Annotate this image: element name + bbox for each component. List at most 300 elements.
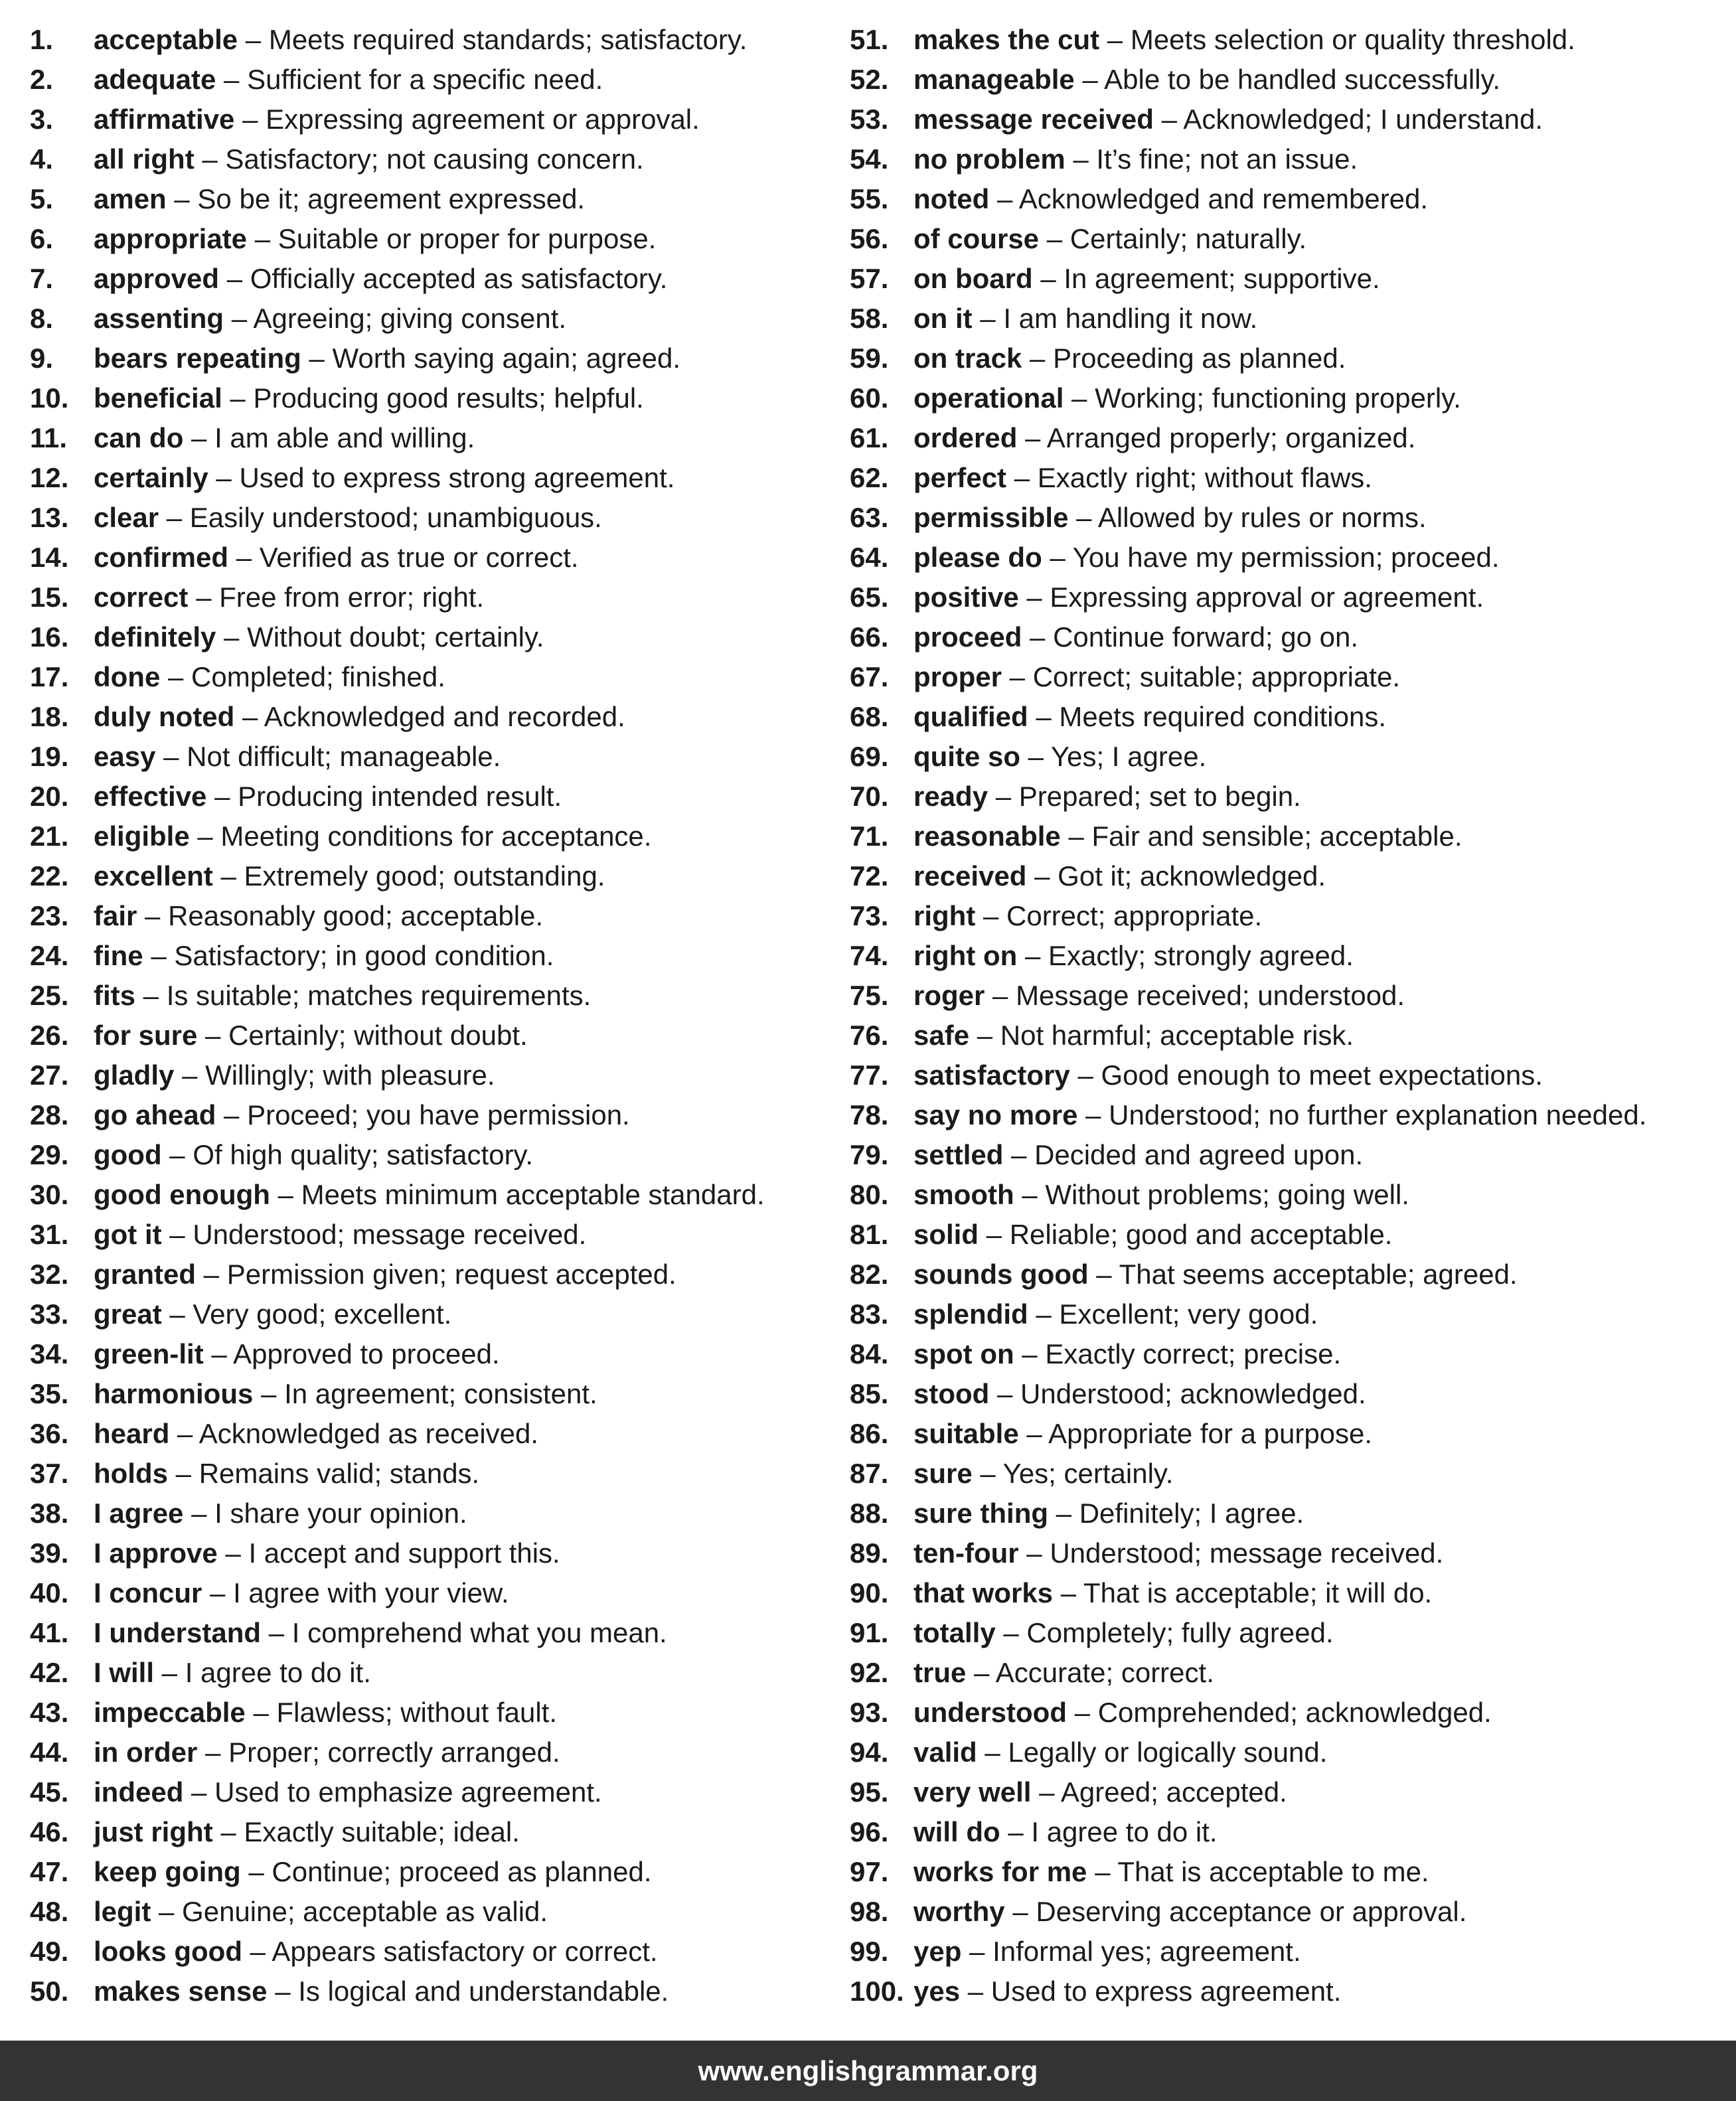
list-item xyxy=(30,1573,853,1613)
list-item xyxy=(30,1414,853,1454)
item-definition: Definitely; I agree. xyxy=(1079,1498,1304,1529)
item-term: fine xyxy=(94,940,143,971)
list-item xyxy=(30,1613,853,1653)
item-definition: Genuine; acceptable as valid. xyxy=(182,1896,548,1927)
list-item xyxy=(850,1613,1673,1653)
item-number: 87. xyxy=(850,1458,889,1489)
item-separator: – xyxy=(995,1617,1027,1648)
item-separator: – xyxy=(253,1378,285,1409)
item-definition: Expressing agreement or approval. xyxy=(266,104,700,135)
item-definition: Yes; I agree. xyxy=(1050,741,1207,772)
item-number: 11. xyxy=(30,422,68,453)
item-number: 93. xyxy=(850,1697,889,1728)
item-definition: It’s fine; not an issue. xyxy=(1096,143,1358,175)
item-number: 43. xyxy=(30,1697,69,1728)
list-item xyxy=(30,1972,853,2011)
item-definition: Correct; appropriate. xyxy=(1006,900,1263,931)
list-item xyxy=(850,697,1673,737)
item-definition: Flawless; without fault. xyxy=(276,1697,558,1728)
item-definition: Understood; message received. xyxy=(193,1219,587,1250)
item-number: 44. xyxy=(30,1737,69,1768)
item-definition: Used to emphasize agreement. xyxy=(214,1776,602,1808)
item-term: granted xyxy=(94,1259,197,1290)
item-term: can do xyxy=(94,422,184,453)
item-definition: Continue forward; go on. xyxy=(1053,621,1359,653)
item-definition: Meets selection or quality threshold. xyxy=(1130,24,1575,55)
item-number: 7. xyxy=(30,263,54,294)
item-term: assenting xyxy=(94,303,224,334)
item-number: 16. xyxy=(30,621,69,653)
item-separator: – xyxy=(1022,621,1054,653)
item-separator: – xyxy=(1074,64,1105,95)
item-separator: – xyxy=(183,422,215,453)
item-definition: Permission given; request accepted. xyxy=(226,1259,676,1290)
list-item xyxy=(850,936,1673,976)
list-item xyxy=(850,1653,1673,1693)
item-separator: – xyxy=(197,1020,229,1051)
item-number: 59. xyxy=(850,343,889,374)
item-term: on it xyxy=(913,303,973,334)
list-item xyxy=(850,1095,1673,1135)
item-separator: – xyxy=(1088,1259,1119,1290)
item-definition: Correct; suitable; appropriate. xyxy=(1032,661,1400,692)
item-term: got it xyxy=(94,1219,162,1250)
list-item xyxy=(30,1932,853,1972)
item-number: 74. xyxy=(850,940,889,971)
item-separator: – xyxy=(989,183,1019,214)
list-item xyxy=(850,896,1673,936)
item-separator: – xyxy=(1064,382,1095,414)
item-number: 91. xyxy=(850,1617,889,1648)
item-term: positive xyxy=(913,582,1019,613)
list-item xyxy=(850,458,1673,498)
list-item xyxy=(30,1215,853,1255)
item-number: 66. xyxy=(850,621,889,653)
item-definition: Meets required conditions. xyxy=(1059,701,1386,732)
item-number: 89. xyxy=(850,1537,889,1569)
list-item xyxy=(850,1135,1673,1175)
item-number: 50. xyxy=(30,1976,69,2007)
item-separator: – xyxy=(1003,1139,1035,1170)
item-definition: Producing good results; helpful. xyxy=(253,382,644,414)
item-separator: – xyxy=(169,1418,199,1449)
item-number: 51. xyxy=(850,24,889,55)
item-definition: Working; functioning properly. xyxy=(1095,382,1461,414)
item-term: makes the cut xyxy=(913,24,1100,55)
item-definition: Agreed; accepted. xyxy=(1060,1776,1287,1808)
list-item xyxy=(30,378,853,418)
list-item xyxy=(30,697,853,737)
item-number: 55. xyxy=(850,183,889,214)
item-term: fair xyxy=(94,900,137,931)
item-definition: Allowed by rules or norms. xyxy=(1097,502,1427,533)
item-separator: – xyxy=(1048,1498,1079,1529)
item-term: suitable xyxy=(913,1418,1019,1449)
item-definition: Officially accepted as satisfactory. xyxy=(250,263,668,294)
item-term: right xyxy=(913,900,976,931)
item-separator: – xyxy=(975,900,1007,931)
item-definition: Acknowledged and remembered. xyxy=(1018,183,1429,214)
item-definition: Excellent; very good. xyxy=(1059,1298,1318,1330)
item-term: in order xyxy=(94,1737,198,1768)
list-item xyxy=(30,1852,853,1892)
item-separator: – xyxy=(960,1976,991,2007)
word-list xyxy=(0,20,1736,2018)
item-definition: Meets required standards; satisfactory. xyxy=(268,24,748,55)
item-number: 31. xyxy=(30,1219,69,1250)
item-separator: – xyxy=(1153,104,1184,135)
word-list-column-left xyxy=(30,20,853,2011)
list-item xyxy=(30,100,853,139)
item-term: impeccable xyxy=(94,1697,246,1728)
list-item xyxy=(30,1055,853,1095)
item-term: received xyxy=(913,860,1027,892)
item-separator: – xyxy=(989,1378,1021,1409)
item-separator: – xyxy=(1017,940,1048,971)
item-separator: – xyxy=(168,1458,199,1489)
item-definition: Is suitable; matches requirements. xyxy=(166,980,592,1011)
item-separator: – xyxy=(183,1776,215,1808)
item-separator: – xyxy=(969,1020,1000,1051)
item-separator: – xyxy=(197,1737,229,1768)
list-item xyxy=(850,737,1673,777)
item-number: 78. xyxy=(850,1099,889,1130)
list-item xyxy=(30,578,853,617)
list-item xyxy=(30,856,853,896)
item-definition: Message received; understood. xyxy=(1016,980,1405,1011)
item-number: 49. xyxy=(30,1936,69,1967)
item-definition: Reliable; good and acceptable. xyxy=(1009,1219,1393,1250)
item-term: no problem xyxy=(913,143,1065,175)
item-separator: – xyxy=(966,1657,996,1688)
item-separator: – xyxy=(961,1936,993,1967)
list-item xyxy=(30,139,853,179)
item-term: understood xyxy=(913,1697,1067,1728)
item-definition: Acknowledged as received. xyxy=(198,1418,539,1449)
footer-website-url: www.englishgrammar.org xyxy=(698,2055,1038,2086)
item-term: solid xyxy=(913,1219,979,1250)
item-term: indeed xyxy=(94,1776,184,1808)
item-separator: – xyxy=(1066,1697,1098,1728)
list-item xyxy=(30,936,853,976)
list-item xyxy=(850,418,1673,458)
item-number: 94. xyxy=(850,1737,889,1768)
item-term: done xyxy=(94,661,161,692)
item-definition: Acknowledged and recorded. xyxy=(264,701,625,732)
item-term: approved xyxy=(94,263,220,294)
item-number: 30. xyxy=(30,1179,69,1210)
list-item xyxy=(850,1454,1673,1494)
list-item xyxy=(850,817,1673,856)
item-separator: – xyxy=(194,143,226,175)
item-separator: – xyxy=(972,1458,1003,1489)
item-separator: – xyxy=(1000,1816,1032,1847)
item-separator: – xyxy=(219,263,250,294)
item-number: 23. xyxy=(30,900,69,931)
item-separator: – xyxy=(977,1737,1008,1768)
item-term: eligible xyxy=(94,820,190,852)
list-item xyxy=(30,20,853,60)
list-item xyxy=(30,1812,853,1852)
item-term: message received xyxy=(913,104,1154,135)
list-item xyxy=(850,1175,1673,1215)
item-separator: – xyxy=(1087,1856,1118,1887)
item-separator: – xyxy=(216,621,248,653)
item-definition: That is acceptable to me. xyxy=(1117,1856,1429,1887)
list-item xyxy=(30,1733,853,1772)
item-term: all right xyxy=(94,143,195,175)
item-number: 26. xyxy=(30,1020,69,1051)
list-item xyxy=(850,378,1673,418)
item-definition: Sufficient for a specific need. xyxy=(247,64,603,95)
word-list-column-right xyxy=(850,20,1673,2011)
list-item xyxy=(30,657,853,697)
list-item xyxy=(850,259,1673,299)
item-separator: – xyxy=(137,900,169,931)
item-term: looks good xyxy=(94,1936,242,1967)
item-number: 90. xyxy=(850,1577,889,1608)
item-definition: Producing intended result. xyxy=(238,781,562,812)
item-term: yes xyxy=(913,1976,961,2007)
item-number: 12. xyxy=(30,462,69,493)
item-separator: – xyxy=(972,303,1004,334)
item-number: 65. xyxy=(850,582,889,613)
item-separator: – xyxy=(1053,1577,1083,1608)
item-separator: – xyxy=(1018,582,1050,613)
item-number: 35. xyxy=(30,1378,69,1409)
list-item xyxy=(850,339,1673,378)
list-item xyxy=(30,1374,853,1414)
item-number: 76. xyxy=(850,1020,889,1051)
item-separator: – xyxy=(1020,741,1051,772)
list-item xyxy=(30,777,853,817)
item-definition: Informal yes; agreement. xyxy=(992,1936,1301,1967)
item-definition: Accurate; correct. xyxy=(995,1657,1214,1688)
list-item xyxy=(30,1653,853,1693)
list-item xyxy=(30,458,853,498)
list-item xyxy=(850,617,1673,657)
item-definition: I agree to do it. xyxy=(185,1657,371,1688)
item-definition: Agreeing; giving consent. xyxy=(253,303,567,334)
item-separator: – xyxy=(203,1338,234,1369)
item-number: 54. xyxy=(850,143,889,175)
item-definition: I share your opinion. xyxy=(214,1498,467,1529)
item-term: go ahead xyxy=(94,1099,216,1130)
list-item xyxy=(850,1414,1673,1454)
item-term: works for me xyxy=(913,1856,1087,1887)
item-term: appropriate xyxy=(94,223,248,254)
item-number: 13. xyxy=(30,502,69,533)
item-term: yep xyxy=(913,1936,962,1967)
item-separator: – xyxy=(245,1697,277,1728)
item-term: definitely xyxy=(94,621,216,653)
item-separator: – xyxy=(1014,1179,1046,1210)
item-term: good enough xyxy=(94,1179,270,1210)
list-item xyxy=(850,777,1673,817)
item-definition: Is logical and understandable. xyxy=(298,1976,669,2007)
item-number: 99. xyxy=(850,1936,889,1967)
list-item xyxy=(850,1852,1673,1892)
item-number: 3. xyxy=(30,104,54,135)
item-number: 58. xyxy=(850,303,889,334)
item-term: very well xyxy=(913,1776,1032,1808)
item-number: 1. xyxy=(30,24,54,55)
item-term: confirmed xyxy=(94,542,229,573)
list-item xyxy=(850,538,1673,578)
item-number: 48. xyxy=(30,1896,69,1927)
item-number: 96. xyxy=(850,1816,889,1847)
item-separator: – xyxy=(222,382,254,414)
item-definition: Proceed; you have permission. xyxy=(247,1099,630,1130)
item-definition: That seems acceptable; agreed. xyxy=(1119,1259,1518,1290)
item-definition: Comprehended; acknowledged. xyxy=(1097,1697,1492,1728)
item-term: manageable xyxy=(913,64,1075,95)
item-separator: – xyxy=(166,183,198,214)
item-separator: – xyxy=(161,1298,193,1330)
item-separator: – xyxy=(240,1856,272,1887)
item-number: 77. xyxy=(850,1059,889,1091)
item-separator: – xyxy=(1077,1099,1109,1130)
item-definition: Suitable or proper for purpose. xyxy=(277,223,657,254)
item-definition: I agree to do it. xyxy=(1031,1816,1218,1847)
item-separator: – xyxy=(212,860,244,892)
item-separator: – xyxy=(228,542,260,573)
item-definition: Exactly correct; precise. xyxy=(1045,1338,1342,1369)
item-term: duly noted xyxy=(94,701,235,732)
item-number: 64. xyxy=(850,542,889,573)
item-number: 84. xyxy=(850,1338,889,1369)
item-number: 79. xyxy=(850,1139,889,1170)
item-term: excellent xyxy=(94,860,213,892)
item-definition: Meeting conditions for acceptance. xyxy=(220,820,652,852)
item-term: beneficial xyxy=(94,382,222,414)
item-definition: Easily understood; unambiguous. xyxy=(189,502,602,533)
item-separator: – xyxy=(1039,223,1070,254)
list-item xyxy=(30,896,853,936)
item-separator: – xyxy=(202,1577,234,1608)
item-definition: So be it; agreement expressed. xyxy=(197,183,586,214)
item-separator: – xyxy=(161,1139,193,1170)
item-number: 61. xyxy=(850,422,889,453)
item-separator: – xyxy=(1004,1896,1036,1927)
item-separator: – xyxy=(1002,661,1033,692)
item-definition: Certainly; naturally. xyxy=(1069,223,1307,254)
item-separator: – xyxy=(1065,143,1097,175)
item-number: 73. xyxy=(850,900,889,931)
item-number: 75. xyxy=(850,980,889,1011)
list-item xyxy=(850,139,1673,179)
item-term: bears repeating xyxy=(94,343,301,374)
list-item xyxy=(30,1454,853,1494)
item-definition: Certainly; without doubt. xyxy=(228,1020,528,1051)
item-term: sure xyxy=(913,1458,973,1489)
item-number: 36. xyxy=(30,1418,69,1449)
item-term: I will xyxy=(94,1657,155,1688)
item-separator: – xyxy=(301,343,333,374)
list-item xyxy=(850,1693,1673,1733)
item-number: 27. xyxy=(30,1059,69,1091)
item-definition: Prepared; set to begin. xyxy=(1018,781,1301,812)
item-number: 88. xyxy=(850,1498,889,1529)
item-number: 38. xyxy=(30,1498,69,1529)
item-number: 86. xyxy=(850,1418,889,1449)
item-separator: – xyxy=(161,1219,193,1250)
item-number: 45. xyxy=(30,1776,69,1808)
list-item xyxy=(850,1932,1673,1972)
list-item xyxy=(850,1733,1673,1772)
item-number: 41. xyxy=(30,1617,69,1648)
list-item xyxy=(850,1812,1673,1852)
item-separator: – xyxy=(267,1976,299,2007)
item-term: legit xyxy=(94,1896,151,1927)
item-definition: I accept and support this. xyxy=(248,1537,560,1569)
item-definition: Verified as true or correct. xyxy=(259,542,579,573)
item-term: right on xyxy=(913,940,1018,971)
list-item xyxy=(850,1772,1673,1812)
item-term: valid xyxy=(913,1737,977,1768)
item-definition: Legally or logically sound. xyxy=(1008,1737,1328,1768)
item-separator: – xyxy=(1022,343,1054,374)
item-term: say no more xyxy=(913,1099,1078,1130)
item-definition: Exactly suitable; ideal. xyxy=(244,1816,520,1847)
item-definition: Continue; proceed as planned. xyxy=(272,1856,652,1887)
item-term: ordered xyxy=(913,422,1018,453)
item-number: 95. xyxy=(850,1776,889,1808)
item-definition: Proper; correctly arranged. xyxy=(228,1737,560,1768)
item-separator: – xyxy=(196,1259,227,1290)
item-separator: – xyxy=(1026,860,1058,892)
list-item xyxy=(850,1294,1673,1334)
list-item xyxy=(850,179,1673,219)
item-term: true xyxy=(913,1657,967,1688)
item-separator: – xyxy=(247,223,278,254)
item-number: 67. xyxy=(850,661,889,692)
item-separator: – xyxy=(1028,701,1060,732)
item-term: holds xyxy=(94,1458,168,1489)
list-item xyxy=(30,418,853,458)
list-item xyxy=(850,1255,1673,1294)
item-separator: – xyxy=(985,980,1016,1011)
item-definition: Free from error; right. xyxy=(219,582,485,613)
item-separator: – xyxy=(1042,542,1073,573)
item-term: correct xyxy=(94,582,189,613)
item-number: 17. xyxy=(30,661,69,692)
item-number: 92. xyxy=(850,1657,889,1688)
list-item xyxy=(850,20,1673,60)
item-separator: – xyxy=(1069,1059,1101,1091)
item-definition: Exactly right; without flaws. xyxy=(1037,462,1372,493)
list-item xyxy=(30,60,853,100)
item-number: 56. xyxy=(850,223,889,254)
item-separator: – xyxy=(224,303,254,334)
item-separator: – xyxy=(1017,422,1047,453)
list-item xyxy=(30,339,853,378)
list-item xyxy=(30,617,853,657)
item-term: roger xyxy=(913,980,985,1011)
item-definition: Understood; acknowledged. xyxy=(1020,1378,1366,1409)
item-term: will do xyxy=(913,1816,1000,1847)
item-separator: – xyxy=(1060,820,1092,852)
list-item xyxy=(850,1494,1673,1533)
item-definition: Decided and agreed upon. xyxy=(1034,1139,1364,1170)
item-term: harmonious xyxy=(94,1378,254,1409)
item-term: great xyxy=(94,1298,162,1330)
item-separator: – xyxy=(1032,263,1064,294)
item-term: ready xyxy=(913,781,988,812)
item-separator: – xyxy=(234,104,266,135)
item-definition: Extremely good; outstanding. xyxy=(244,860,605,892)
list-item xyxy=(850,100,1673,139)
